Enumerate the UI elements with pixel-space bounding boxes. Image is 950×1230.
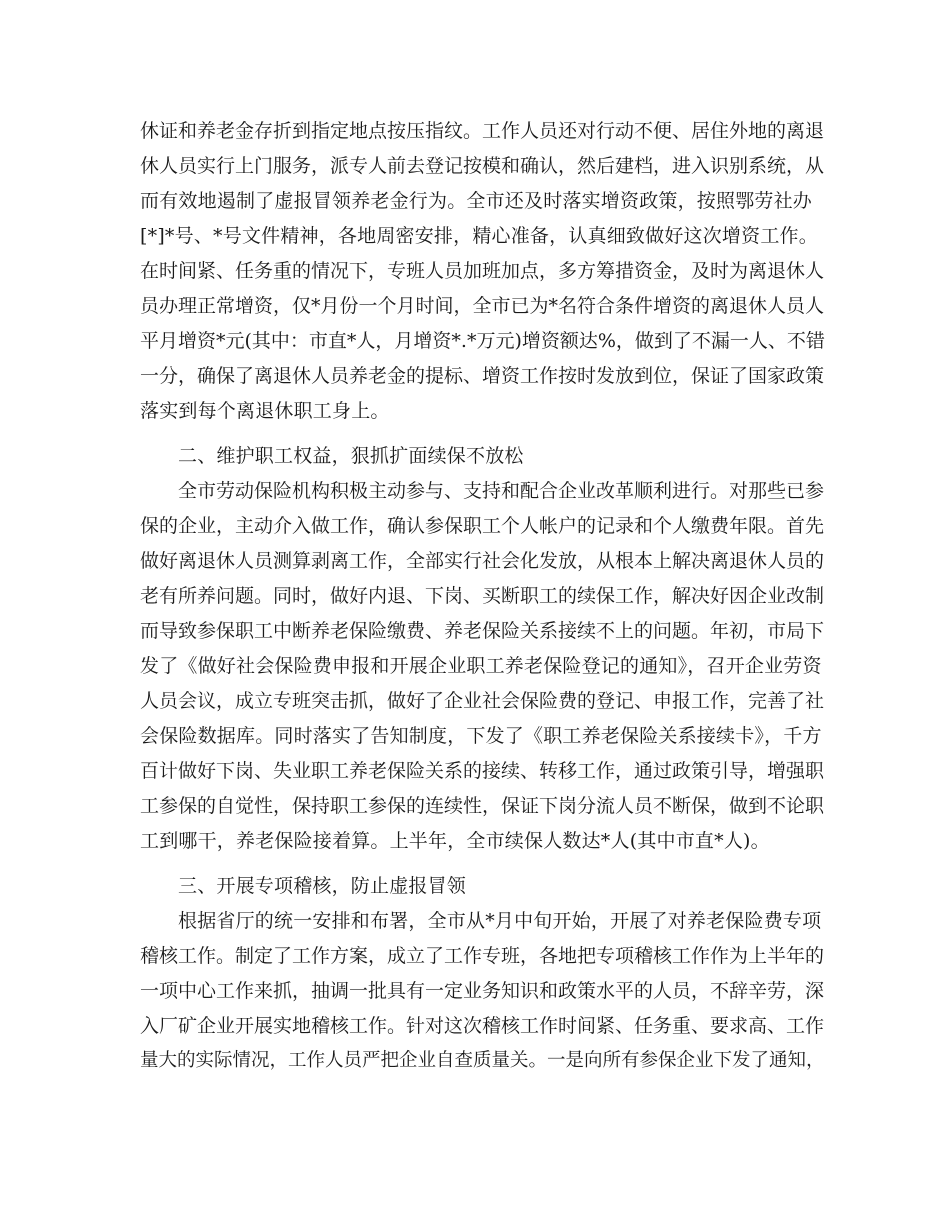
paragraph-line: [*]*号、*号文件精神，各地周密安排，精心准备，认真细致做好这次增资工作。 [140,225,818,247]
paragraph-line: 而有效地遏制了虚报冒领养老金行为。全市还及时落实增资政策，按照鄂劳社办 [140,190,813,212]
paragraph-line: 做好离退休人员测算剥离工作，全部实行社会化发放，从根本上解决离退休人员的 [140,550,825,572]
paragraph-line: 在时间紧、任务重的情况下，专班人员加班加点，多方筹措资金，及时为离退休人 [140,260,825,282]
paragraph-line: 休证和养老金存折到指定地点按压指纹。工作人员还对行动不便、居住外地的离退 [140,120,825,142]
paragraph-line: 一项中心工作来抓，抽调一批具有一定业务知识和政策水平的人员，不辞辛劳，深 [140,980,825,1002]
paragraph-line: 平月增资*元(其中：市直*人，月增资*.*万元)增资额达%，做到了不漏一人、不错 [140,330,825,352]
paragraph-line: 全市劳动保险机构积极主动参与、支持和配合企业改革顺利进行。对那些已参 [178,480,825,502]
section-heading-3: 三、开展专项稽核，防止虚报冒领 [178,875,467,897]
paragraph-line: 而导致参保职工中断养老保险缴费、养老保险关系接续不上的问题。年初，市局下 [140,620,825,642]
paragraph-line: 发了《做好社会保险费申报和开展企业职工养老保险登记的通知》，召开企业劳资 [140,655,822,677]
paragraph-line: 员办理正常增资，仅*月份一个月时间，全市已为*名符合条件增资的离退休人员人 [140,295,825,317]
paragraph-line: 工到哪干，养老保险接着算。上半年，全市续保人数达*人(其中市直*人)。 [140,830,770,852]
paragraph-line: 休人员实行上门服务，派专人前去登记按模和确认，然后建档，进入识别系统，从 [140,155,825,177]
paragraph-line: 百计做好下岗、失业职工养老保险关系的接续、转移工作，通过政策引导，增强职 [140,760,825,782]
paragraph-line: 稽核工作。制定了工作方案，成立了工作专班，各地把专项稽核工作作为上半年的 [140,945,825,967]
paragraph-line: 量大的实际情况，工作人员严把企业自查质量关。一是向所有参保企业下发了通知， [140,1050,825,1071]
paragraph-line: 工参保的自觉性，保持职工参保的连续性，保证下岗分流人员不断保，做到不论职 [140,795,825,817]
paragraph-line: 落实到每个离退休职工身上。 [140,400,390,422]
paragraph-line: 会保险数据库。同时落实了告知制度，下发了《职工养老保险关系接续卡》，千方 [140,725,822,747]
paragraph-line: 人员会议，成立专班突击抓，做好了企业社会保险费的登记、申报工作，完善了社 [140,690,825,712]
paragraph-line: 老有所养问题。同时，做好内退、下岗、买断职工的续保工作，解决好因企业改制 [140,585,825,607]
paragraph-line: 一分，确保了离退休人员养老金的提标、增资工作按时发放到位，保证了国家政策 [140,365,825,387]
paragraph-line: 保的企业，主动介入做工作，确认参保职工个人帐户的记录和个人缴费年限。首先 [140,515,825,537]
paragraph-line: 入厂矿企业开展实地稽核工作。针对这次稽核工作时间紧、任务重、要求高、工作 [140,1015,825,1037]
paragraph-line: 根据省厅的统一安排和布署，全市从*月中旬开始，开展了对养老保险费专项 [178,910,822,932]
section-heading-2: 二、维护职工权益，狠抓扩面续保不放松 [178,445,524,467]
